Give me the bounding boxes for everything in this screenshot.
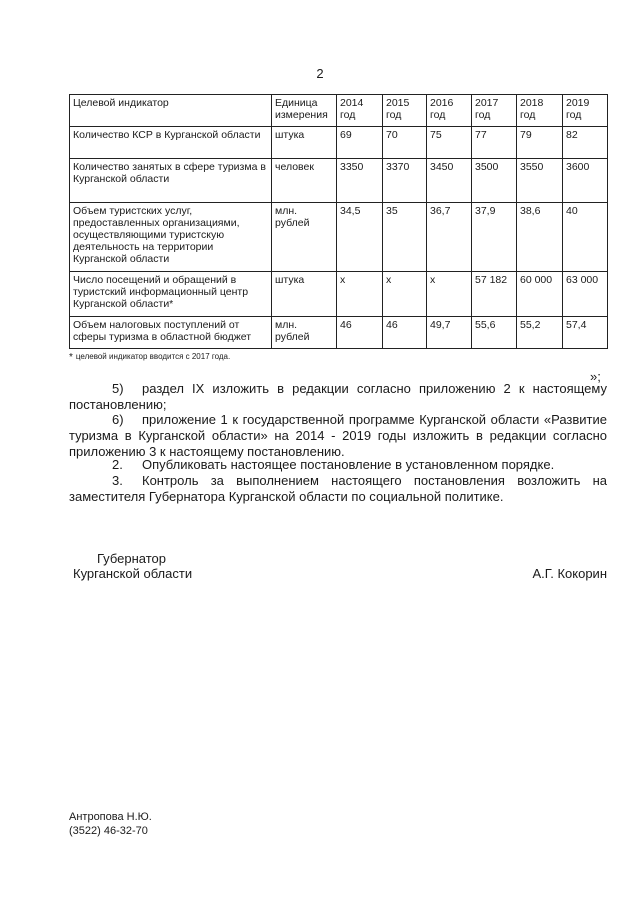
row-value: 3450 [427,159,472,203]
row-value: 79 [517,127,563,159]
row-indicator: Количество занятых в сфере туризма в Курганской области [70,159,272,203]
target-indicators-table [69,94,608,349]
row-unit: млн. рублей [272,203,337,272]
table-row [70,159,608,203]
row-value: 3600 [563,159,608,203]
row-value: 3350 [337,159,383,203]
header-year-2019: 2019 год [563,95,608,127]
item-text: Опубликовать настоящее постановление в установленном порядке. [142,457,555,472]
table-footnote [69,352,230,363]
item-3 [69,473,607,505]
executor-phone: (3522) 46-32-70 [69,825,148,837]
header-year-2014: 2014 год [337,95,383,127]
table-row [70,317,608,349]
row-value: 3550 [517,159,563,203]
item-text: Контроль за выполнением настоящего постановления возложить на заместителя Губернатора Курганской области по социальной политике. [69,473,607,504]
row-value: 3370 [383,159,427,203]
item-number: 5) [112,381,124,396]
row-value: 46 [383,317,427,349]
header-year-2018: 2018 год [517,95,563,127]
table-row [70,203,608,272]
page-number: 2 [316,66,324,81]
table-row [70,272,608,317]
item-number: 2. [112,457,123,472]
executor-block [69,810,152,838]
row-value: 82 [563,127,608,159]
row-value: 57 182 [472,272,517,317]
item-2 [69,457,607,473]
closing-quote: »; [590,369,601,384]
row-value: х [383,272,427,317]
row-value: 46 [337,317,383,349]
footnote-mark: * [69,352,73,363]
row-indicator: Количество КСР в Курганской области [70,127,272,159]
table-row [70,127,608,159]
row-value: 49,7 [427,317,472,349]
row-unit: человек [272,159,337,203]
row-value: 3500 [472,159,517,203]
header-indicator: Целевой индикатор [70,95,272,127]
signatory-title-line2: Курганской области [73,566,193,581]
row-value: 35 [383,203,427,272]
row-unit: штука [272,127,337,159]
signatory-title-line1: Губернатор [97,551,166,566]
row-value: 75 [427,127,472,159]
signatory-name: А.Г. Кокорин [532,566,607,581]
row-value: 38,6 [517,203,563,272]
row-value: 77 [472,127,517,159]
item-text: раздел IX изложить в редакции согласно приложению 2 к настоящему постановлению; [69,381,607,412]
row-value: 55,6 [472,317,517,349]
row-value: 37,9 [472,203,517,272]
row-value: 70 [383,127,427,159]
footnote-text: целевой индикатор вводится с 2017 года. [75,352,231,361]
item-5 [69,381,607,413]
row-value: 34,5 [337,203,383,272]
row-value: х [427,272,472,317]
row-value: х [337,272,383,317]
row-value: 60 000 [517,272,563,317]
item-text: приложение 1 к государственной программе Курганской области «Развитие туризма в Курганской области» на 2014 - 2019 годы изложить в редакции согласно приложению 3 к настоящему постановлению. [69,412,607,459]
header-unit: Единица измерения [272,95,337,127]
header-year-2017: 2017 год [472,95,517,127]
row-value: 36,7 [427,203,472,272]
row-value: 55,2 [517,317,563,349]
row-value: 40 [563,203,608,272]
row-unit: млн. рублей [272,317,337,349]
header-year-2016: 2016 год [427,95,472,127]
table-header-row [70,95,608,127]
item-number: 3. [112,473,123,488]
row-unit: штука [272,272,337,317]
item-number: 6) [112,412,124,427]
row-value: 57,4 [563,317,608,349]
row-indicator: Объем туристских услуг, предоставленных организациями, осуществляющими туристскую деятельность на территории Курганской области [70,203,272,272]
header-year-2015: 2015 год [383,95,427,127]
item-6 [69,412,607,460]
executor-name: Антропова Н.Ю. [69,811,152,823]
row-indicator: Число посещений и обращений в туристский информационный центр Курганской области* [70,272,272,317]
row-indicator: Объем налоговых поступлений от сферы туризма в областной бюджет [70,317,272,349]
row-value: 63 000 [563,272,608,317]
row-value: 69 [337,127,383,159]
